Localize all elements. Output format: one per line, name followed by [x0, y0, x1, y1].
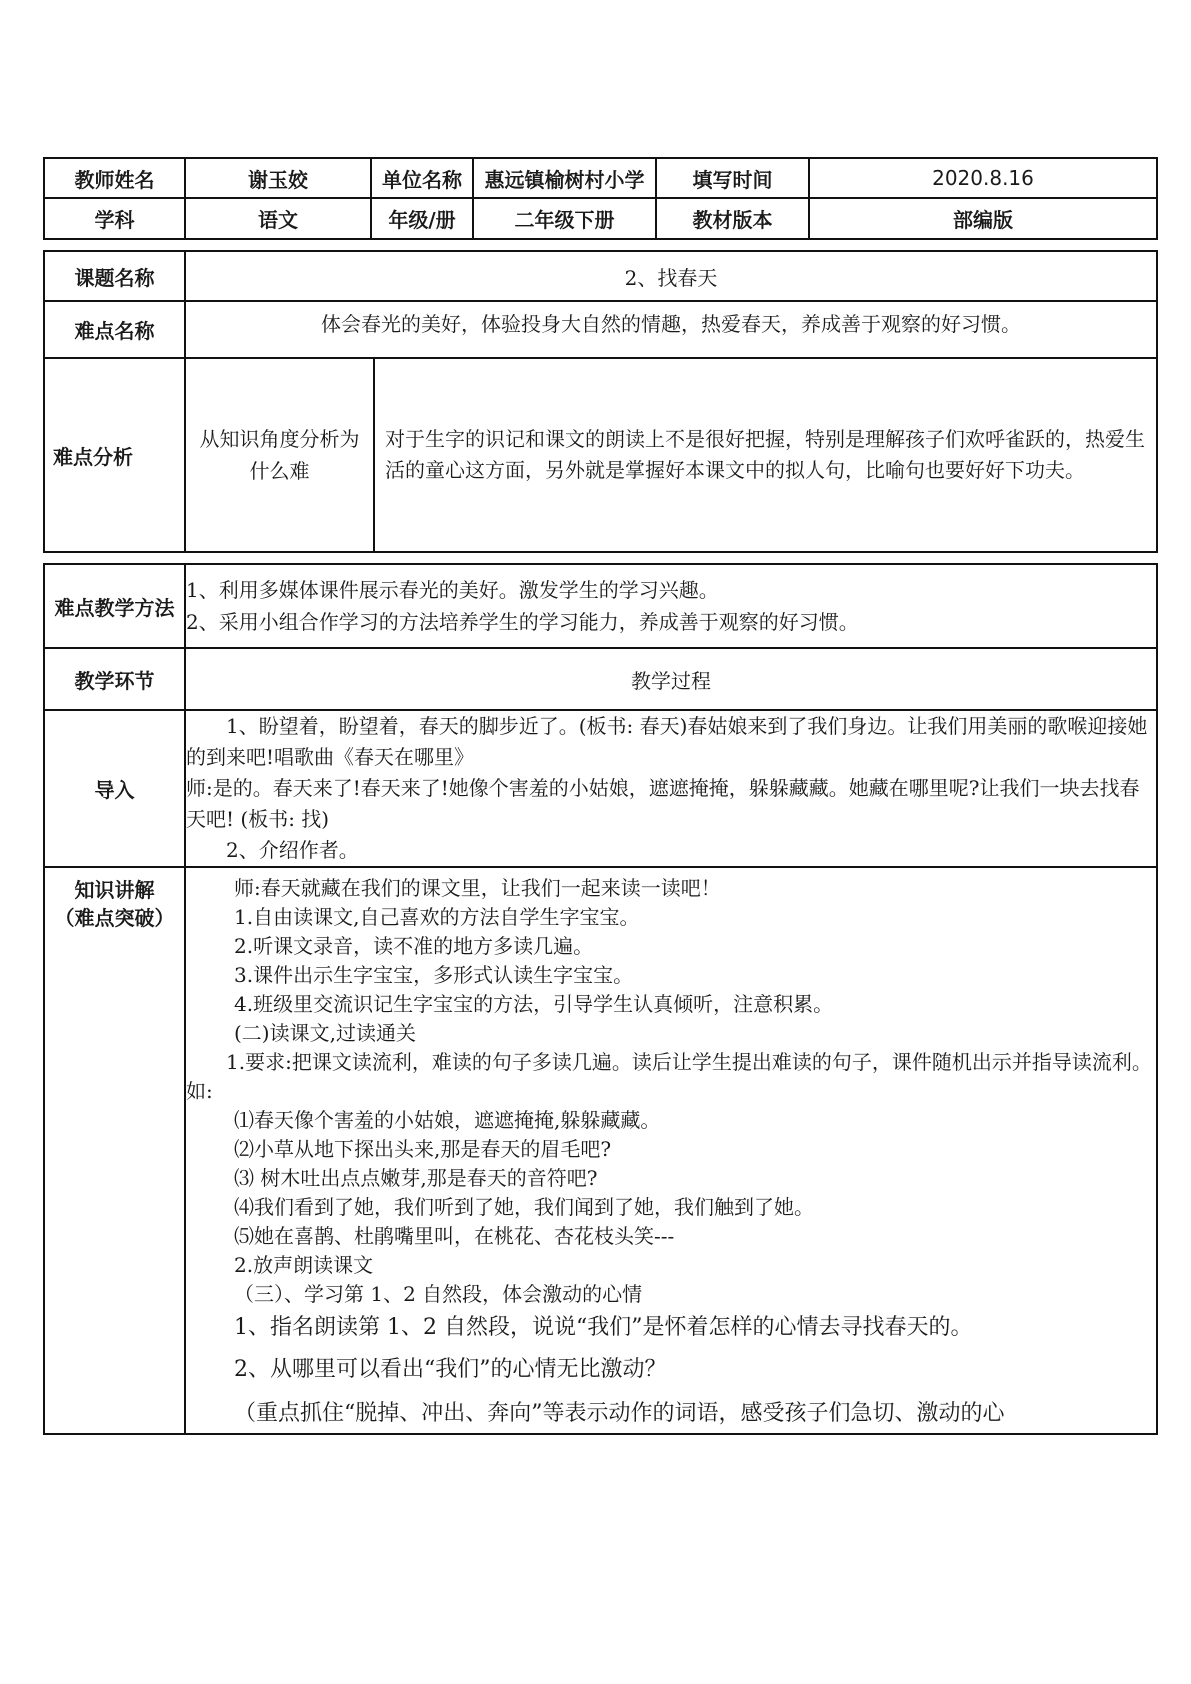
process-table — [43, 563, 1158, 1435]
teacher-label: 教师姓名 — [44, 158, 185, 198]
knowledge-requirement: 1.要求:把课文读流利，难读的句子多读几遍。读后让学生提出难读的句子，课件随机出示并指导读流利。如: — [186, 1050, 1152, 1103]
knowledge-line: (二)读课文,过读通关 — [234, 1021, 416, 1045]
intro-label: 导入 — [44, 710, 185, 867]
date-label: 填写时间 — [656, 158, 809, 198]
header-table — [43, 157, 1158, 240]
knowledge-question-3: （重点抓住“脱掉、冲出、奔向”等表示动作的词语，感受孩子们急切、激动的心 — [234, 1401, 1005, 1426]
methods-label: 难点教学方法 — [44, 564, 185, 648]
analysis-label: 难点分析 — [44, 358, 185, 552]
knowledge-line: 2.听课文录音，读不准的地方多读几遍。 — [234, 934, 594, 958]
subject-label: 学科 — [44, 198, 185, 239]
process-header-row — [44, 648, 1157, 710]
unit-value: 惠远镇榆树村小学 — [473, 158, 656, 198]
knowledge-example-2: ⑵小草从地下探出头来,那是春天的眉毛吧? — [234, 1137, 612, 1161]
methods-row — [44, 564, 1157, 648]
subject-value: 语文 — [185, 198, 371, 239]
analysis-sub-label: 从知识角度分析为什么难 — [185, 358, 374, 552]
knowledge-example-5: ⑸她在喜鹊、杜鹃嘴里叫，在桃花、杏花枝头笑--- — [234, 1224, 675, 1248]
methods-line-1: 1、利用多媒体课件展示春光的美好。激发学生的学习兴趣。 — [186, 578, 719, 602]
knowledge-example-4: ⑷我们看到了她，我们听到了她，我们闻到了她，我们触到了她。 — [234, 1195, 814, 1219]
grade-value: 二年级下册 — [473, 198, 656, 239]
difficulty-label: 难点名称 — [44, 301, 185, 358]
edition-value: 部编版 — [809, 198, 1157, 239]
topic-row — [44, 251, 1157, 301]
topic-value: 2、找春天 — [185, 251, 1157, 301]
knowledge-line: 3.课件出示生字宝宝，多形式认读生字宝宝。 — [234, 963, 634, 987]
difficulty-value: 体会春光的美好，体验投身大自然的情趣，热爱春天，养成善于观察的好习惯。 — [185, 301, 1157, 358]
header-row-1 — [44, 158, 1157, 198]
analysis-row — [44, 358, 1157, 552]
difficulty-row — [44, 301, 1157, 358]
topic-label: 课题名称 — [44, 251, 185, 301]
analysis-text: 对于生字的识记和课文的朗读上不是很好把握，特别是理解孩子们欢呼雀跃的，热爱生活的童心这方面，另外就是掌握好本课文中的拟人句，比喻句也要好好下功夫。 — [374, 358, 1157, 552]
grade-label: 年级/册 — [371, 198, 473, 239]
edition-label: 教材版本 — [656, 198, 809, 239]
intro-row — [44, 710, 1157, 867]
knowledge-label-1: 知识讲解 — [74, 878, 155, 902]
teacher-value: 谢玉姣 — [185, 158, 371, 198]
lesson-plan-sheet — [43, 157, 1156, 1435]
methods-text — [185, 564, 1157, 648]
intro-text — [185, 710, 1157, 867]
knowledge-question-1: 1、指名朗读第 1、2 自然段，说说“我们”是怀着怎样的心情去寻找春天的。 — [234, 1315, 973, 1340]
knowledge-line: 4.班级里交流识记生字宝宝的方法，引导学生认真倾听，注意积累。 — [234, 992, 834, 1016]
knowledge-label-2: （难点突破） — [54, 906, 175, 930]
process-label: 教学环节 — [44, 648, 185, 710]
knowledge-line: 师:春天就藏在我们的课文里，让我们一起来读一读吧！ — [234, 876, 721, 900]
knowledge-section-3: （三）、学习第 1、2 自然段，体会激动的心情 — [234, 1282, 643, 1306]
header-row-2 — [44, 198, 1157, 239]
knowledge-text — [185, 867, 1157, 1434]
intro-paragraph-3: 2、介绍作者。 — [226, 838, 359, 862]
knowledge-example-1: ⑴春天像个害羞的小姑娘，遮遮掩掩,躲躲藏藏。 — [234, 1108, 661, 1132]
unit-label: 单位名称 — [371, 158, 473, 198]
knowledge-question-2: 2、从哪里可以看出“我们”的心情无比激动？ — [234, 1357, 667, 1382]
knowledge-example-3: ⑶ 树木吐出点点嫩芽,那是春天的音符吧? — [234, 1166, 598, 1190]
knowledge-read-aloud: 2.放声朗读课文 — [234, 1253, 374, 1277]
intro-paragraph-2: 师:是的。春天来了!春天来了!她像个害羞的小姑娘，遮遮掩掩，躲躲藏藏。她藏在哪里呢?让我们一块去找春天吧! (板书: 找) — [186, 776, 1140, 831]
process-value: 教学过程 — [185, 648, 1157, 710]
intro-paragraph-1: 1、盼望着，盼望着，春天的脚步近了。(板书: 春天)春姑娘来到了我们身边。让我们用美丽的歌喉迎接她的到来吧!唱歌曲《春天在哪里》 — [186, 714, 1148, 769]
knowledge-row — [44, 867, 1157, 1434]
date-value: 2020.8.16 — [809, 158, 1157, 198]
knowledge-label — [44, 867, 185, 1434]
methods-line-2: 2、采用小组合作学习的方法培养学生的学习能力，养成善于观察的好习惯。 — [186, 610, 859, 634]
knowledge-line: 1.自由读课文,自己喜欢的方法自学生字宝宝。 — [234, 905, 640, 929]
main-table — [43, 250, 1158, 553]
